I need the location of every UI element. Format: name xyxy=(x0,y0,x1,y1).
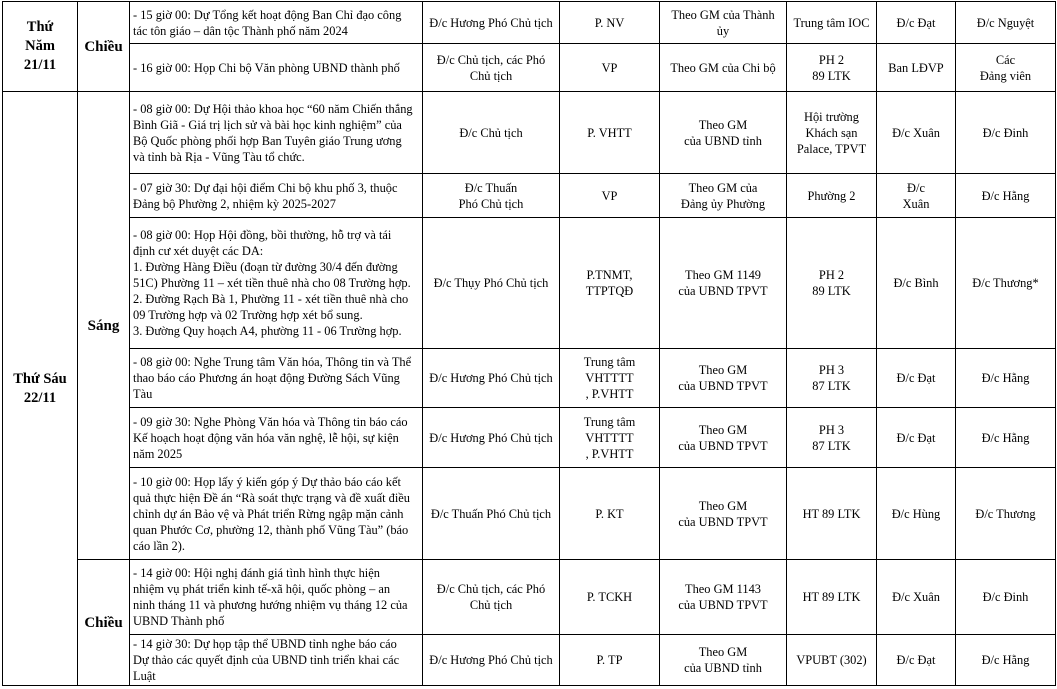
content-line: Đảng bộ Phường 2, nhiệm kỳ 2025-2027 xyxy=(133,196,336,211)
leader-cell xyxy=(423,2,560,44)
leader-cell xyxy=(423,218,560,349)
day-name-2: Năm xyxy=(25,38,55,54)
schedule-row xyxy=(3,2,1056,44)
content-line: chỉnh dự án Bảo vệ và Phát triển Rừng ngập mặn cảnh xyxy=(133,506,404,521)
invitation-cell xyxy=(660,468,787,560)
place-line: PH 2 xyxy=(818,52,845,67)
office-leader-cell xyxy=(877,174,956,218)
specialist-line: Các xyxy=(995,52,1016,67)
day-cell-friday xyxy=(3,92,78,686)
invite-line: Theo GM xyxy=(698,645,748,659)
prep-unit-cell xyxy=(560,560,660,635)
schedule-row xyxy=(3,349,1056,408)
office-leader-cell xyxy=(877,468,956,560)
ldvp-line: Đ/c Đạt xyxy=(896,430,936,445)
invite-line: của UBND tỉnh xyxy=(684,661,762,675)
invitation-cell xyxy=(660,44,787,92)
schedule-row xyxy=(3,560,1056,635)
specialist-line: Đ/c Hằng xyxy=(981,188,1030,203)
invitation-cell xyxy=(660,635,787,686)
office-leader-cell xyxy=(877,408,956,468)
event-content-cell xyxy=(130,635,423,686)
leader-line: Đ/c Hương Phó Chủ tịch xyxy=(429,371,553,385)
leader-cell xyxy=(423,408,560,468)
ldvp-line: Đ/c Xuân xyxy=(892,590,940,604)
prep-unit-cell xyxy=(560,2,660,44)
event-content-cell xyxy=(130,408,423,468)
content-line: và tỉnh bà Rịa - Vũng Tàu tổ chức. xyxy=(133,149,305,164)
prep-line: VP xyxy=(601,60,618,75)
place-line: Khách sạn xyxy=(805,125,858,140)
specialist-line: Đ/c Hằng xyxy=(981,371,1030,385)
specialist-line: Đ/c Đinh xyxy=(982,590,1029,604)
place-cell xyxy=(787,560,877,635)
office-leader-cell xyxy=(877,2,956,44)
place-cell xyxy=(787,468,877,560)
specialist-cell xyxy=(956,174,1056,218)
schedule-row xyxy=(3,218,1056,349)
content-line: 1. Đường Hàng Điều (đoạn từ đường 30/4 đến đường xyxy=(133,260,398,274)
invite-line: Theo GM xyxy=(698,498,748,513)
prep-line: P. TCKH xyxy=(586,590,633,604)
leader-line: Đ/c Thuấn Phó Chủ tịch xyxy=(430,506,552,521)
specialist-cell xyxy=(956,44,1056,92)
event-content-cell xyxy=(130,218,423,349)
invite-line: Đảng ủy Phường xyxy=(680,196,766,211)
content-line: 3. Đường Quy hoạch A4, phường 11 - 06 Trường hợp. xyxy=(133,324,402,338)
office-leader-cell xyxy=(877,560,956,635)
day-date: 21/11 xyxy=(23,57,57,73)
invite-line: Theo GM xyxy=(698,117,748,132)
invite-line: Theo GM của Chi bộ xyxy=(670,60,776,75)
invitation-cell xyxy=(660,408,787,468)
specialist-cell xyxy=(956,560,1056,635)
place-cell xyxy=(787,174,877,218)
content-line: - 08 giờ 00: Dự Hội thảo khoa học “60 năm Chiến thắng xyxy=(133,101,413,116)
prep-line: P.TNMT, xyxy=(586,268,633,282)
leader-cell xyxy=(423,560,560,635)
prep-line: P. TP xyxy=(596,653,623,667)
prep-line: VHTTTT xyxy=(585,371,634,385)
leader-line: Đ/c Thuấn xyxy=(464,180,518,195)
invite-line: Theo GM xyxy=(698,363,748,377)
prep-unit-cell xyxy=(560,44,660,92)
event-content-cell xyxy=(130,349,423,408)
specialist-cell xyxy=(956,349,1056,408)
event-content-cell xyxy=(130,560,423,635)
prep-line: P. KT xyxy=(595,506,624,521)
prep-unit-cell xyxy=(560,349,660,408)
prep-unit-cell xyxy=(560,174,660,218)
place-line: 89 LTK xyxy=(812,68,851,83)
content-line: - 08 giờ 00: Họp Hội đồng, bồi thường, hỗ trợ và tái xyxy=(133,228,392,242)
place-line: PH 3 xyxy=(818,363,845,377)
leader-line: Đ/c Chủ tịch, các Phó xyxy=(436,52,546,67)
content-line: thao báo cáo Phương án hoạt động Đường Sách Vũng xyxy=(133,371,400,385)
office-leader-cell xyxy=(877,218,956,349)
content-line: nhiệm vụ phát triển kinh tế-xã hội, quốc phòng – an xyxy=(133,582,391,596)
day-cell-thursday xyxy=(3,2,78,92)
ldvp-line: Đ/c Bình xyxy=(893,276,939,290)
place-cell xyxy=(787,92,877,174)
prep-line: TTPTQĐ xyxy=(585,284,634,298)
content-line: - 09 giờ 30: Nghe Phòng Văn hóa và Thông tin báo cáo xyxy=(133,414,408,429)
leader-line: Đ/c Chủ tịch, các Phó xyxy=(436,582,546,596)
specialist-cell xyxy=(956,218,1056,349)
prep-line: P. NV xyxy=(594,15,625,30)
content-line: 51C) Phường 11 – xét tiền thuê nhà cho 08 Trường hợp. xyxy=(133,276,411,290)
place-line: 87 LTK xyxy=(812,379,851,393)
content-line: 09 Trường hợp và 02 Trường hợp xét bổ sung. xyxy=(133,308,363,322)
specialist-line: Đ/c Hằng xyxy=(981,430,1030,445)
content-line: - 15 giờ 00: Dự Tổng kết hoạt động Ban Chỉ đạo công xyxy=(133,7,402,22)
specialist-line: Đ/c Hằng xyxy=(981,653,1030,667)
specialist-line: Đ/c Thương xyxy=(975,506,1036,521)
place-line: HT 89 LTK xyxy=(802,506,861,521)
specialist-line: Đ/c Nguyệt xyxy=(976,15,1035,30)
specialist-line: Đ/c Thương* xyxy=(972,276,1039,290)
prep-line: , P.VHTT xyxy=(585,387,634,401)
invite-line: của UBND TPVT xyxy=(678,598,768,612)
day-date: 22/11 xyxy=(23,389,57,406)
leader-line: Phó Chủ tịch xyxy=(458,196,524,211)
content-line: tác tôn giáo – dân tộc Thành phố năm 2024 xyxy=(133,23,348,38)
event-content-cell xyxy=(130,468,423,560)
leader-cell xyxy=(423,635,560,686)
prep-unit-cell xyxy=(560,635,660,686)
invite-line: của UBND tỉnh xyxy=(684,133,762,148)
place-line: 87 LTK xyxy=(812,438,851,453)
invite-line: Theo GM 1143 xyxy=(685,582,761,596)
ldvp-line: Xuân xyxy=(902,196,930,211)
prep-line: , P.VHTT xyxy=(585,446,634,461)
schedule-row xyxy=(3,468,1056,560)
prep-line: VHTTTT xyxy=(585,430,634,445)
schedule-table xyxy=(2,1,1056,686)
content-line: - 07 giờ 30: Dự đại hội điểm Chi bộ khu phố 3, thuộc xyxy=(133,180,398,195)
invite-line: của UBND TPVT xyxy=(678,514,768,529)
specialist-cell xyxy=(956,468,1056,560)
ldvp-line: Ban LĐVP xyxy=(888,60,944,75)
office-leader-cell xyxy=(877,349,956,408)
specialist-cell xyxy=(956,408,1056,468)
content-line: năm 2025 xyxy=(133,446,183,461)
leader-cell xyxy=(423,468,560,560)
office-leader-cell xyxy=(877,635,956,686)
content-line: Kế hoạch hoạt động văn hóa văn nghệ, lễ hội, sự kiện xyxy=(133,430,399,445)
invitation-cell xyxy=(660,560,787,635)
place-cell xyxy=(787,218,877,349)
leader-cell xyxy=(423,92,560,174)
event-content-cell xyxy=(130,92,423,174)
office-leader-cell xyxy=(877,44,956,92)
invitation-cell xyxy=(660,349,787,408)
ldvp-line: Đ/c Xuân xyxy=(892,125,940,140)
invite-line: của UBND TPVT xyxy=(678,379,768,393)
place-line: Trung tâm IOC xyxy=(793,15,870,30)
specialist-line: Đ/c Đinh xyxy=(982,125,1029,140)
schedule-row xyxy=(3,174,1056,218)
leader-cell xyxy=(423,44,560,92)
content-line: UBND Thành phố xyxy=(133,614,225,628)
leader-line: Đ/c Thụy Phó Chủ tịch xyxy=(433,276,549,290)
event-content-cell xyxy=(130,44,423,92)
specialist-cell xyxy=(956,92,1056,174)
place-line: PH 2 xyxy=(818,268,845,282)
leader-line: Chủ tịch xyxy=(469,598,513,612)
ldvp-line: Đ/c Đạt xyxy=(896,653,936,667)
place-line: Palace, TPVT xyxy=(796,141,867,156)
invite-line: của UBND TPVT xyxy=(678,438,768,453)
ldvp-line: Đ/c Đạt xyxy=(896,371,936,385)
session-cell-morning: Sáng xyxy=(78,92,130,560)
leader-line: Đ/c Hương Phó Chủ tịch xyxy=(429,15,553,30)
invite-line: Theo GM 1149 xyxy=(685,268,761,282)
content-line: quả thực hiện Đề án “Rà soát thực trạng và đề xuất điều xyxy=(133,490,410,505)
content-line: 2. Đường Rạch Bà 1, Phường 11 - xét tiền thuê nhà cho xyxy=(133,292,409,306)
place-cell xyxy=(787,635,877,686)
invite-line: của UBND TPVT xyxy=(678,284,768,298)
leader-line: Đ/c Hương Phó Chủ tịch xyxy=(429,653,553,667)
place-line: HT 89 LTK xyxy=(802,590,861,604)
place-cell xyxy=(787,44,877,92)
prep-unit-cell xyxy=(560,218,660,349)
session-cell-afternoon: Chiều xyxy=(78,560,130,686)
content-line: - 08 giờ 00: Nghe Trung tâm Văn hóa, Thông tin và Thể xyxy=(133,355,412,369)
invitation-cell xyxy=(660,174,787,218)
prep-line: Trung tâm xyxy=(583,414,636,429)
invitation-cell xyxy=(660,218,787,349)
content-line: - 14 giờ 30: Dự họp tập thể UBND tỉnh nghe báo cáo xyxy=(133,637,397,651)
place-cell xyxy=(787,2,877,44)
content-line: - 14 giờ 00: Hội nghị đánh giá tình hình thực hiện xyxy=(133,566,380,580)
place-cell xyxy=(787,349,877,408)
ldvp-line: Đ/c xyxy=(907,180,925,195)
schedule-row xyxy=(3,635,1056,686)
content-line: Bình Giã - Giá trị lịch sử và bài học kinh nghiệm” của xyxy=(133,117,402,132)
office-leader-cell xyxy=(877,92,956,174)
prep-unit-cell xyxy=(560,468,660,560)
schedule-row xyxy=(3,408,1056,468)
content-line: Dự thảo các quyết định của UBND tỉnh triển khai các xyxy=(133,653,400,667)
place-line: VPUBT (302) xyxy=(796,653,867,667)
leader-line: Đ/c Hương Phó Chủ tịch xyxy=(429,430,553,445)
ldvp-line: Đ/c Đạt xyxy=(896,15,936,30)
prep-line: Trung tâm xyxy=(583,355,636,369)
ldvp-line: Đ/c Hùng xyxy=(891,506,941,521)
specialist-cell xyxy=(956,2,1056,44)
content-line: ninh tháng 11 và phương hướng nhiệm vụ tháng 12 của xyxy=(133,598,408,612)
content-line: - 10 giờ 00: Họp lấy ý kiến góp ý Dự thảo báo cáo kết xyxy=(133,474,401,489)
session-cell-afternoon: Chiều xyxy=(78,2,130,92)
specialist-line: Đảng viên xyxy=(979,68,1032,83)
leader-line: Đ/c Chủ tịch xyxy=(459,125,523,140)
invite-line: Theo GM của Thành xyxy=(671,7,775,22)
invite-line: ủy xyxy=(716,23,730,38)
prep-line: P. VHTT xyxy=(587,125,632,140)
place-cell xyxy=(787,408,877,468)
invite-line: Theo GM xyxy=(698,422,748,437)
day-name: Thứ Sáu xyxy=(13,370,67,387)
content-line: cáo lần 2). xyxy=(133,538,185,553)
leader-cell xyxy=(423,349,560,408)
invite-line: Theo GM của xyxy=(688,180,758,195)
specialist-cell xyxy=(956,635,1056,686)
event-content-cell xyxy=(130,174,423,218)
place-line: Phường 2 xyxy=(807,188,856,203)
content-line: Luật xyxy=(133,669,156,683)
schedule-row xyxy=(3,44,1056,92)
prep-line: VP xyxy=(601,188,618,203)
content-line: Tàu xyxy=(133,387,153,401)
event-content-cell xyxy=(130,2,423,44)
leader-line: Chủ tịch xyxy=(469,68,513,83)
content-line: định cư xét duyệt các DA: xyxy=(133,244,264,258)
prep-unit-cell xyxy=(560,408,660,468)
invitation-cell xyxy=(660,2,787,44)
place-line: 89 LTK xyxy=(812,284,851,298)
invitation-cell xyxy=(660,92,787,174)
day-name: Thứ xyxy=(26,19,54,35)
place-line: PH 3 xyxy=(818,422,845,437)
content-line: Bộ Quốc phòng phối hợp Ban Tuyên giáo Trung ương xyxy=(133,133,402,148)
place-line: Hội trường xyxy=(804,109,859,124)
leader-cell xyxy=(423,174,560,218)
content-line: - 16 giờ 00: Họp Chi bộ Văn phòng UBND thành phố xyxy=(133,60,400,75)
schedule-row xyxy=(3,92,1056,174)
content-line: quan Phước Cơ, phường 12, thành phố Vũng Tàu” (báo xyxy=(133,522,409,537)
prep-unit-cell xyxy=(560,92,660,174)
